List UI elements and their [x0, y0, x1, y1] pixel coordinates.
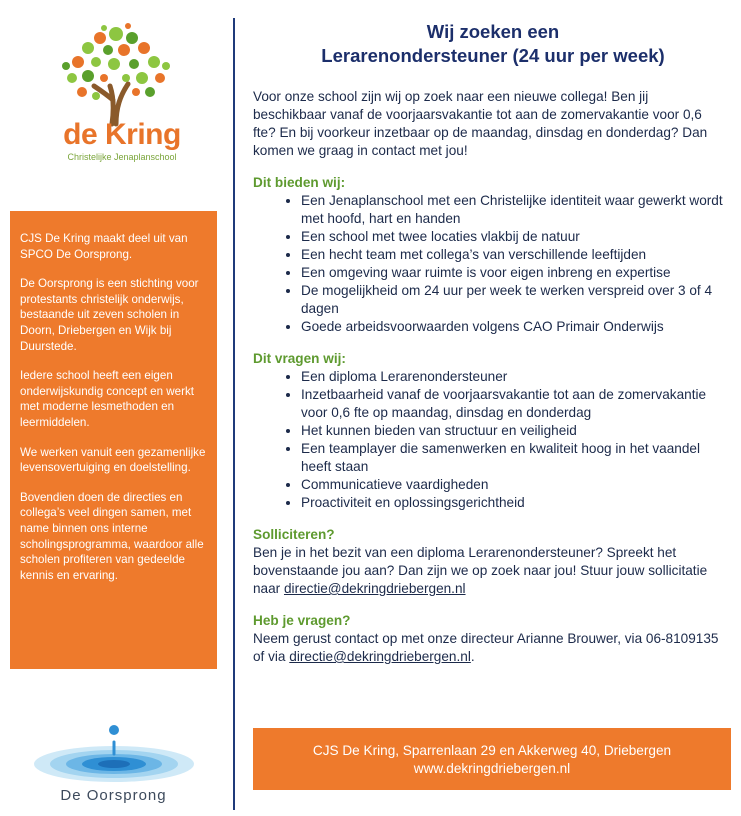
list-item: • Proactiviteit en oplossingsgerichtheid — [301, 494, 723, 512]
contact-footer — [253, 728, 731, 790]
about-paragraph: Bovendien doen de directies en collega’s veel dingen samen, met name binnen ons interne scholingsprogramma, waardoor alle scholen profiteren van gedeelde kennis en ervaring. — [20, 490, 204, 582]
brand-tagline: Christelijke Jenaplanschool — [67, 152, 177, 162]
brand-name: de Kring — [63, 118, 181, 151]
footer-website[interactable]: www.dekringdriebergen.nl — [413, 761, 571, 776]
list-item: • Communicatieve vaardigheden — [301, 476, 723, 494]
list-item: • De mogelijkheid om 24 uur per week te werken verspreid over 3 of 4 dagen — [301, 282, 723, 318]
list-item: • Het kunnen bieden van structuur en veiligheid — [301, 422, 723, 440]
list-item: • Een omgeving waar ruimte is voor eigen inbreng en expertise — [301, 264, 723, 282]
intro-text: Voor onze school zijn wij op zoek naar een nieuwe collega! Ben jij beschikbaar vanaf de voorjaarsvakantie tot aan de zomervakantie voor 0,6 fte? En bij voorkeur inzetbaar op de maandag, dinsdag en donderdag? Dan komen we graag in contact met jou! — [253, 89, 708, 158]
apply-text — [253, 544, 723, 598]
ask-heading: Dit vragen wij: — [253, 351, 346, 366]
questions-email-link[interactable]: directie@dekringdriebergen.nl — [289, 649, 471, 664]
page-title — [253, 20, 723, 68]
title-line-2: Lerarenondersteuner (24 uur per week) — [321, 45, 665, 66]
apply-heading: Solliciteren? — [253, 527, 335, 542]
questions-text-body: Neem gerust contact op met onze directeur Arianne Brouwer, via 06-8109135 of via — [253, 631, 719, 664]
offer-list — [253, 192, 723, 336]
column-divider — [233, 18, 235, 810]
about-paragraph: We werken vanuit een gezamenlijke levensovertuiging en doelstelling. — [20, 445, 206, 475]
list-item: • Een teamplayer die samenwerken en kwaliteit hoog in het vaandel heeft staan — [301, 440, 723, 476]
ask-list — [253, 368, 723, 512]
about-paragraph: De Oorsprong is een stichting voor protestants christelijk onderwijs, bestaande uit zeven scholen in Doorn, Driebergen en Wijk bij Duurstede. — [20, 277, 199, 353]
footer-address: CJS De Kring, Sparrenlaan 29 en Akkerweg 40, Driebergen — [312, 743, 672, 758]
about-paragraph: Iedere school heeft een eigen onderwijskundig concept en werkt met moderne lesmethoden en leermiddelen. — [20, 369, 195, 429]
title-line-1: Wij zoeken een — [426, 21, 560, 42]
apply-text-body: Ben je in het bezit van een diploma Lerarenondersteuner? Spreekt het bovenstaande jou aan? Dan zijn we op zoek naar jou! Stuur jouw sollicitatie naar — [253, 545, 708, 596]
questions-text — [253, 630, 723, 666]
list-item: • Goede arbeidsvoorwaarden volgens CAO Primair Onderwijs — [301, 318, 723, 336]
apply-email-link[interactable]: directie@dekringdriebergen.nl — [283, 581, 466, 596]
about-paragraph: CJS De Kring maakt deel uit van SPCO De Oorsprong. — [20, 232, 188, 261]
list-item: • Een diploma Lerarenondersteuner — [301, 368, 723, 386]
list-item: • Een hecht team met collega’s van verschillende leeftijden — [301, 246, 723, 264]
list-item: • Een Jenaplanschool met een Christelijke identiteit waar gewerkt wordt met hoofd, hart en handen — [301, 192, 723, 228]
about-panel — [10, 211, 217, 669]
oorsprong-name: De Oorsprong — [60, 787, 167, 804]
list-item: • Een school met twee locaties vlakbij de natuur — [301, 228, 723, 246]
offer-heading: Dit bieden wij: — [253, 175, 346, 190]
questions-text-end: . — [470, 649, 475, 664]
vacancy-content — [253, 20, 723, 666]
list-item: • Inzetbaarheid vanaf de voorjaarsvakantie tot aan de zomervakantie voor 0,6 fte op maandag, dinsdag en donderdag — [301, 386, 723, 422]
questions-heading: Heb je vragen? — [253, 613, 351, 628]
